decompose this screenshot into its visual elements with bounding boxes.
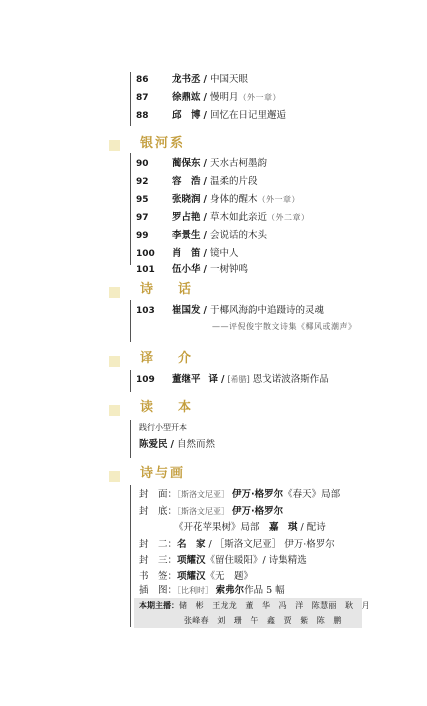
page-number: 86	[136, 75, 149, 85]
author: 蔺保东 / 天水古柯墨韵	[172, 158, 268, 169]
section-title-yijie: 译 介	[140, 351, 198, 366]
section-title-shihua: 诗 话	[140, 282, 198, 297]
page-number: 95	[136, 195, 149, 205]
section-title-shiyuhua: 诗与画	[140, 466, 186, 481]
list-item: 封 底：［斯洛文尼亚］ 伊万·格罗尔	[139, 506, 284, 517]
author: 董继平 译 / [希腊] 恩戈诺波洛斯作品	[172, 374, 329, 385]
author: 徐鼎竑 / 慢明月（外一章）	[172, 92, 282, 103]
page-number: 100	[136, 249, 155, 259]
left-rule-yijie	[130, 370, 131, 392]
author: 肖 笛 / 镜中人	[172, 248, 239, 259]
left-rule-yinhexi	[130, 153, 131, 265]
list-item: 《开花苹果树》局部 嘉 琪 / 配诗	[174, 522, 326, 533]
author: 邱 博 / 回忆在日记里邂逅	[172, 110, 287, 121]
list-item: 书 签：项耀汉《无 题》	[139, 571, 254, 582]
section-marker	[109, 405, 120, 416]
page-number: 109	[136, 375, 155, 385]
section-marker	[109, 140, 120, 151]
section-marker	[109, 287, 120, 298]
left-rule-top	[130, 72, 131, 126]
page-number: 99	[136, 231, 149, 241]
author: 龙书丞 / 中国天眼	[172, 74, 249, 85]
author: 容 浩 / 温柔的片段	[172, 176, 258, 187]
list-item: 封 二：名 家 / ［斯洛文尼亚］ 伊万·格罗尔	[139, 539, 335, 550]
author: 李景生 / 会说话的木头	[172, 230, 268, 241]
page-number: 103	[136, 306, 155, 316]
section-title-duben: 读 本	[140, 400, 198, 415]
left-rule-shihua	[130, 300, 131, 342]
author: 崔国发 / 于椰风海韵中追蹑诗的灵魂	[172, 305, 325, 316]
subtitle: ——评倪俊宇散文诗集《椰风或潮声》	[212, 322, 357, 331]
author: 伍小华 / 一树钟鸣	[172, 264, 249, 275]
left-rule-duben	[130, 420, 131, 458]
hosts-row-1: 本期主播：储 彬 王龙龙 董 华 冯 洋 陈慧丽 耿 月	[139, 601, 370, 610]
page-number: 92	[136, 177, 149, 187]
page-number: 90	[136, 159, 149, 169]
hosts-label: 本期主播：	[139, 601, 179, 610]
section-title-yinhexi: 银河系	[140, 136, 186, 151]
page-number: 101	[136, 265, 155, 275]
author: 张晓润 / 身体的醒木（外一章）	[172, 194, 301, 205]
list-item: 封 面：［斯洛文尼亚］ 伊万·格罗尔《春天》局部	[139, 489, 341, 500]
author: 罗占艳 / 草木如此亲近（外二章）	[172, 212, 310, 223]
page-number: 97	[136, 213, 149, 223]
duben-item: 陈爱民 / 自然而然	[139, 439, 216, 450]
page-number: 87	[136, 93, 149, 103]
section-marker	[109, 356, 120, 367]
list-item: 封 三：项耀汉《留住暖阳》/ 诗集精选	[139, 555, 307, 566]
duben-intro: 践行小型开本	[139, 423, 187, 432]
section-marker	[109, 471, 120, 482]
hosts-row-2: 张峰春 刘 珊 午 鑫 贾 紫 陈 鹏	[184, 616, 342, 625]
list-item: 插 图：［比利时］ 索弗尔作品 5 幅	[139, 585, 285, 596]
left-rule-shiyuhua	[130, 485, 131, 627]
page-number: 88	[136, 111, 149, 121]
